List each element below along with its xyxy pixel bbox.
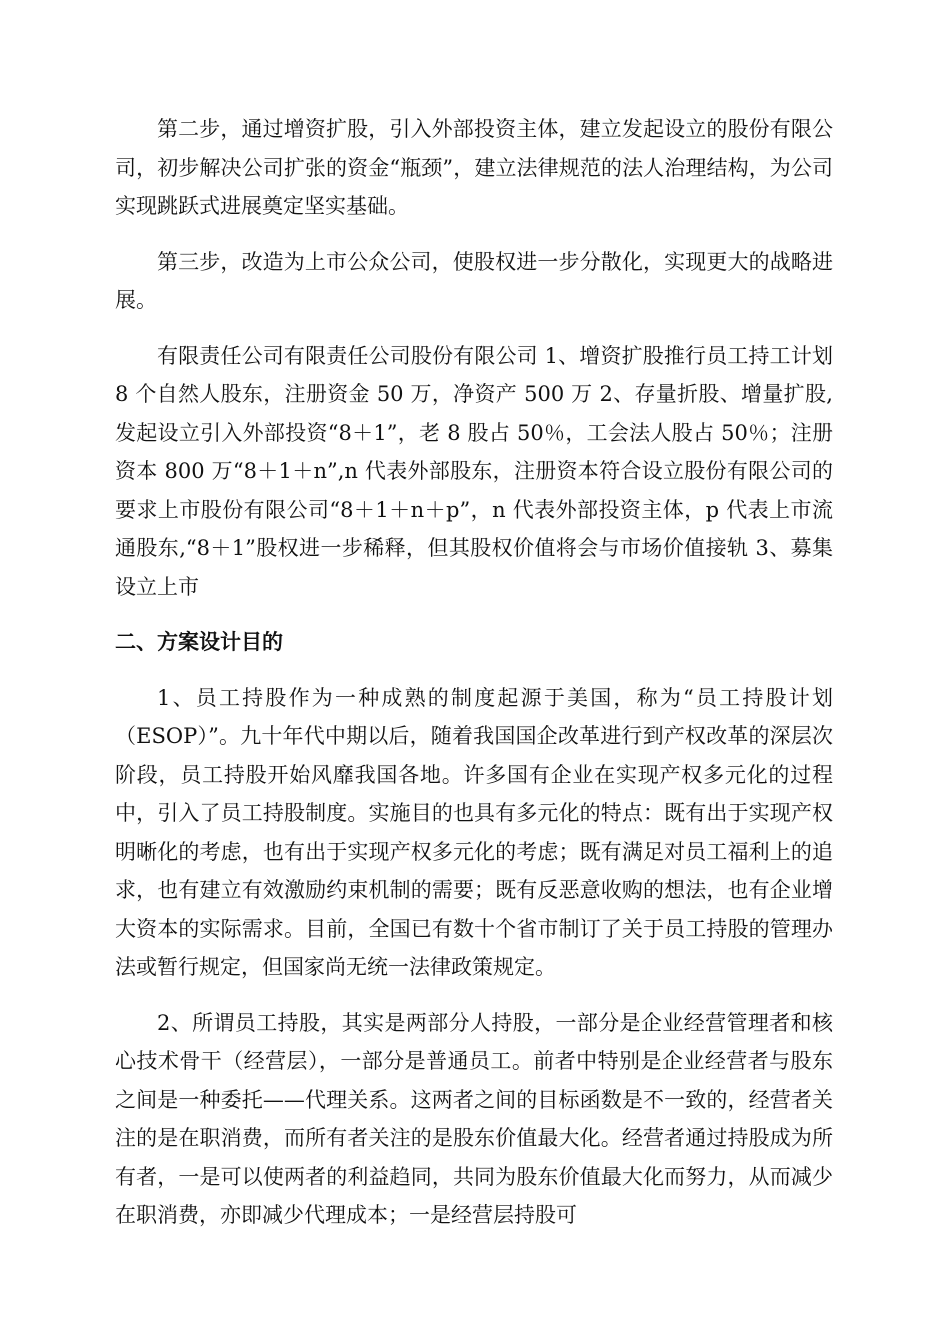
section-heading: 二、方案设计目的 — [115, 630, 283, 654]
paragraph-company-structure: 有限责任公司有限责任公司股份有限公司 1、增资扩股推行员工持工计划 8 个自然人股东，注册资金 50 万，净资产 500 万 2、存量折股、增量扩股,发起设立引入外部投资“8＋1”，老 8 股占 50％，工会法人股占 50％；注册资本 800 万“8＋1＋n”,n 代表外部股东，注册资本符合设立股份有限公司的要求上市股份有限公司“8＋1＋n＋p”，n 代表外部投资主体，p 代表上市流通股东,“8＋1”股权进一步稀释，但其股权价值将会与市场价值接轨 3、募集设立上市 — [115, 343, 833, 599]
paragraph-esop-origin: 1、员工持股作为一种成熟的制度起源于美国，称为“员工持股计划（ESOP）”。九十年代中期以后，随着我国国企改革进行到产权改革的深层次阶段，员工持股开始风靡我国各地。许多国有企业在实现产权多元化的过程中，引入了员工持股制度。实施目的也具有多元化的特点：既有出于实现产权明晰化的考虑，也有出于实现产权多元化的考虑；既有满足对员工福利上的追求，也有建立有效激励约束机制的需要；既有反恶意收购的想法，也有企业增大资本的实际需求。目前，全国已有数十个省市制订了关于员工持股的管理办法或暂行规定，但国家尚无统一法律政策规定。 — [115, 685, 833, 979]
paragraph-employee-holding: 2、所谓员工持股，其实是两部分人持股，一部分是企业经营管理者和核心技术骨干（经营层），一部分是普通员工。前者中特别是企业经营者与股东之间是一种委托——代理关系。这两者之间的目标函数是不一致的，经营者关注的是在职消费，而所有者关注的是股东价值最大化。经营者通过持股成为所有者，一是可以使两者的利益趋同，共同为股东价值最大化而努力，从而减少在职消费，亦即减少代理成本；一是经营层持股可 — [115, 1010, 833, 1227]
paragraph-step-two: 第二步，通过增资扩股，引入外部投资主体，建立发起设立的股份有限公司，初步解决公司扩张的资金“瓶颈”，建立法律规范的法人治理结构，为公司实现跳跃式进展奠定坚实基础。 — [115, 117, 833, 218]
document-body — [115, 110, 833, 1252]
paragraph-step-three: 第三步，改造为上市公众公司，使股权进一步分散化，实现更大的战略进展。 — [115, 249, 833, 312]
